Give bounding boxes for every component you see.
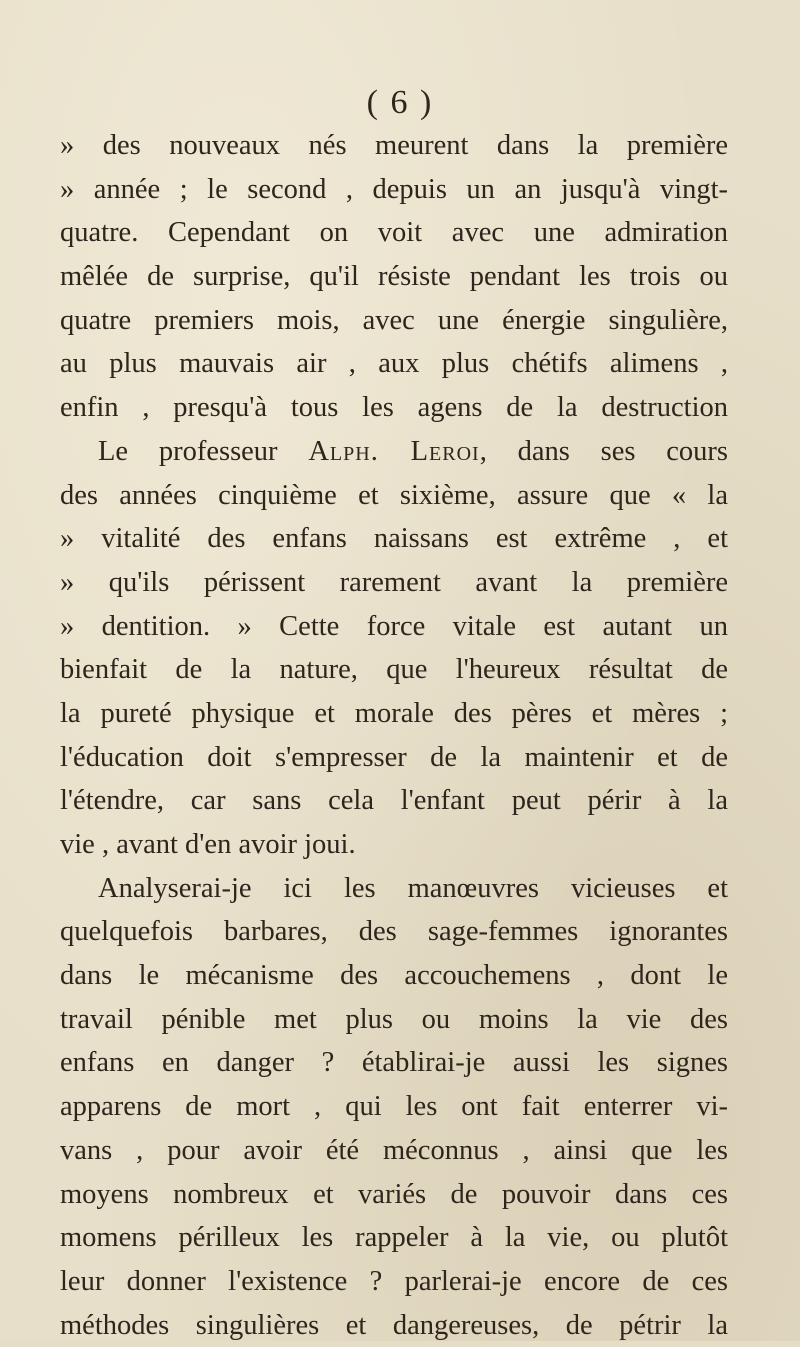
text-line: la pureté physique et morale des pères et mères ; xyxy=(60,697,728,729)
text-line: mêlée de surprise, qu'il résiste pendant les trois ou xyxy=(60,261,728,293)
text-line: vie , avant d'en avoir joui. xyxy=(60,829,356,860)
text-line: leur donner l'existence ? parlerai-je encore de ces xyxy=(60,1265,728,1297)
text-line: dans le mécanisme des accouchemens , dont le xyxy=(60,960,728,992)
text-line: » dentition. » Cette force vitale est autant un xyxy=(60,610,728,642)
text-line: » vitalité des enfans naissans est extrême , et xyxy=(60,523,728,555)
author-name: Alph. Leroi xyxy=(308,435,480,467)
text-line: » année ; le second , depuis un an jusqu'à vingt- xyxy=(60,173,728,205)
text-line: au plus mauvais air , aux plus chétifs alimens , xyxy=(60,348,728,380)
text-line: des années cinquième et sixième, assure que « la xyxy=(60,479,728,511)
text-line: l'éducation doit s'empresser de la maintenir et de xyxy=(60,741,728,773)
text-line: quatre premiers mois, avec une énergie singulière, xyxy=(60,304,728,336)
page-number: ( 6 ) xyxy=(366,84,434,121)
text-fragment: , dans ses cours xyxy=(479,435,728,467)
text-line: méthodes singulières et dangereuses, de pétrir la xyxy=(60,1309,728,1341)
text-line: travail pénible met plus ou moins la vie des xyxy=(60,1003,728,1035)
text-line: moyens nombreux et variés de pouvoir dans ces xyxy=(60,1178,728,1210)
text-line: » des nouveaux nés meurent dans la première xyxy=(60,130,728,161)
text-fragment: Le professeur xyxy=(98,435,309,467)
text-line: » qu'ils périssent rarement avant la première xyxy=(60,566,728,598)
text-line: vans , pour avoir été méconnus , ainsi que les xyxy=(60,1134,728,1166)
text-line: l'étendre, car sans cela l'enfant peut périr à la xyxy=(60,785,728,817)
text-line: quatre. Cependant on voit avec une admiration xyxy=(60,217,728,249)
text-line: enfin , presqu'à tous les agens de la destruction xyxy=(60,392,728,424)
text-line: momens périlleux les rappeler à la vie, ou plutôt xyxy=(60,1222,728,1254)
text-line xyxy=(60,430,728,474)
text-line: Analyserai-je ici les manœuvres vicieuses et xyxy=(98,872,728,904)
text-line: apparens de mort , qui les ont fait enterrer vi- xyxy=(60,1091,728,1123)
body-text xyxy=(60,124,728,1347)
text-line: quelquefois barbares, des sage-femmes ignorantes xyxy=(60,916,728,948)
text-line: enfans en danger ? établirai-je aussi les signes xyxy=(60,1047,728,1079)
text-line: bienfait de la nature, que l'heureux résultat de xyxy=(60,654,728,686)
